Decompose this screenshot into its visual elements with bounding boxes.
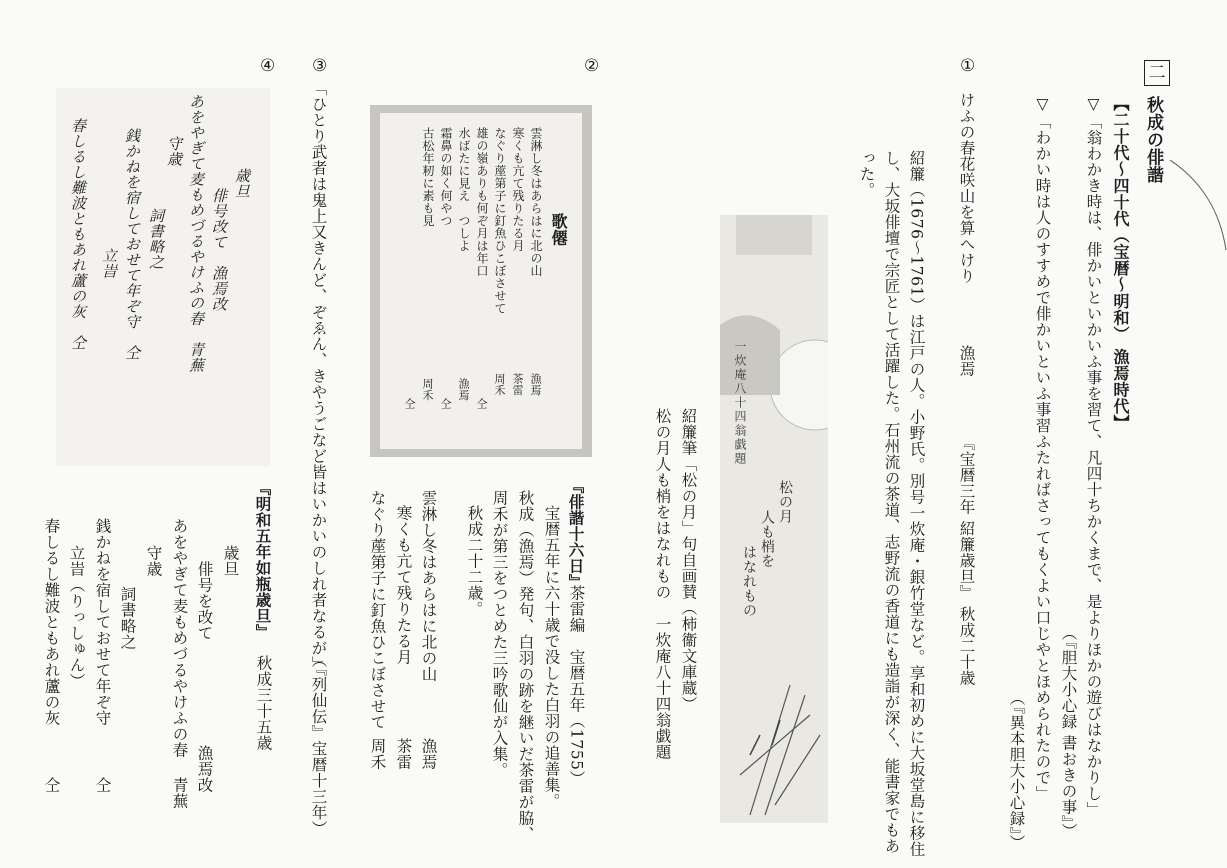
calligraphy-line-4: 守歳 bbox=[165, 136, 183, 167]
book-line-2: 寒くも亢て残りたる月 bbox=[511, 127, 525, 252]
item-3-number: ③ bbox=[312, 56, 328, 76]
item-2-poem-2: 寒くも亢て残りたる月 bbox=[394, 505, 413, 665]
item-4-line-1: 歳旦 bbox=[221, 545, 240, 577]
book-author-7: 周禾 bbox=[421, 378, 434, 401]
calligraphy-line-8: 春しるし難波ともあれ蘆の灰 仝 bbox=[69, 118, 87, 351]
book-line-5: 水ばたに見え つしよ bbox=[457, 127, 471, 252]
item-1-bio-line-3: った。 bbox=[857, 150, 876, 198]
item-2-number: ② bbox=[584, 56, 600, 76]
item-4-line-6-author: 仝 bbox=[93, 777, 112, 793]
item-2-poem-1-author: 漁焉 bbox=[419, 738, 438, 770]
item-2-body-2: 秋成（漁焉）発句、白羽の跡を継いだ茶雷が脇、 bbox=[516, 490, 535, 842]
item-1-verse: けふの春花咲山を算へけり bbox=[957, 92, 976, 284]
haikai-book-image bbox=[370, 105, 592, 457]
item-2-meta: 茶雷編 宝暦五年（1755） bbox=[567, 585, 586, 787]
item-4-line-2: 俳号を改て bbox=[195, 545, 214, 641]
book-line-3: なぐり蓙第子に釘魚ひこぼさせて bbox=[493, 127, 507, 315]
calligraphy-line-7: 立旹 bbox=[100, 248, 118, 279]
book-author-5: 漁焉 bbox=[457, 378, 470, 401]
item-2-poem-3-author: 周禾 bbox=[368, 738, 387, 770]
item-4-line-7: 立旹（りっしゅん） bbox=[67, 545, 86, 689]
item-2-poem-1: 雲淋し冬はあらはに北の山 bbox=[419, 490, 438, 682]
book-author-3: 周禾 bbox=[493, 373, 506, 396]
book-author-8: 仝 bbox=[403, 398, 416, 410]
calligraphy-line-3: あをやぎて麦もめづるやけふの春 青蕪 bbox=[187, 94, 205, 373]
quote-2: ▽「わかい時は人のすすめで俳かいといふ事習ふたればさってもくよい口じやとほめられたので」 bbox=[1033, 95, 1052, 802]
item-4-line-6: 銭かねを宿しておせて年ぞ守 bbox=[93, 518, 112, 726]
period-heading: 【二十代～四十代（宝暦～明和） 漁焉時代】 bbox=[1111, 95, 1130, 432]
book-author-4: 仝 bbox=[475, 398, 488, 410]
painting-inscription-4: はなれもの bbox=[741, 545, 757, 618]
book-line-1: 雲淋し冬はあらはに北の山 bbox=[529, 127, 543, 277]
kaishi-calligraphy-image bbox=[56, 88, 270, 466]
item-2-body-4: 秋成二十二歳。 bbox=[465, 505, 484, 617]
quote-1: ▽「翁わかき時は、俳かいといかいふ事を習て、凡四十ちかくまで、是よりほかの遊びはなかりし」 bbox=[1084, 95, 1103, 818]
item-2-poem-3: なぐり蓙第子に釘魚ひこぼさせて bbox=[368, 490, 387, 730]
book-page bbox=[380, 113, 582, 449]
painting-inscription-1: 一炊庵八十四翁戯題 bbox=[733, 340, 747, 466]
item-1-source: 『宝暦三年 紹簾歳旦』 秋成二十歳 bbox=[957, 435, 976, 686]
item-2-body-3: 周禾が第三をつとめた三吟歌仙が入集。 bbox=[490, 490, 509, 778]
item-4-title: 『明和五年如瓶歳旦』 bbox=[253, 480, 273, 640]
book-author-2: 茶雷 bbox=[511, 373, 524, 396]
painting-inscription-3: 人も梢を bbox=[759, 510, 775, 568]
item-1-bio-line-2: し、大坂俳壇で宗匠として活躍した。石州流の茶道、志野流の香道にも造詣が深く、能書家でもあ bbox=[882, 150, 901, 854]
item-4-line-3: あをやぎて麦もめづるやけふの春 bbox=[170, 518, 189, 758]
book-author-1: 漁焉 bbox=[529, 373, 542, 396]
item-1-bio-line-1: 紹簾（1676～1761）は江戸の人。小野氏。別号一炊庵・銀竹堂など。享和初めに大坂堂島に移住 bbox=[907, 150, 926, 857]
calligraphy-line-2: 俳号改て 漁焉改 bbox=[210, 188, 228, 312]
book-line-4: 雄の嶺ありも何ぞ月は年口 bbox=[475, 127, 489, 277]
book-line-7: 古松年籾に素も見 bbox=[421, 127, 435, 227]
painting-caption-2: 松の月人も梢をはなれもの 一炊庵八十四翁戯題 bbox=[653, 408, 672, 760]
item-2-body-1: 宝暦五年に六十歳で没した白羽の追善集。 bbox=[542, 505, 561, 809]
section-number-box: 二 bbox=[1144, 60, 1170, 86]
book-author-6: 仝 bbox=[439, 398, 452, 410]
painting-image bbox=[720, 215, 828, 823]
painting-inscription-2: 松の月 bbox=[777, 480, 793, 524]
item-4-line-8-author: 仝 bbox=[42, 777, 61, 793]
item-2-poem-2-author: 茶雷 bbox=[394, 738, 413, 770]
quote-2-source: （『異本胆大小心録』） bbox=[1007, 690, 1026, 851]
painting-caption-1: 紹簾筆「松の月」句自画賛（柿衞文庫蔵） bbox=[679, 408, 698, 712]
item-3-source: （『列仙伝』宝暦十三年） bbox=[309, 652, 328, 837]
item-4-line-2-author: 漁焉改 bbox=[195, 745, 214, 793]
item-2-title: 『俳諧十六日』 bbox=[566, 478, 586, 590]
item-4-age: 秋成三十五歳 bbox=[254, 655, 273, 751]
item-4-line-8: 春しるし難波ともあれ蘆の灰 bbox=[42, 518, 61, 726]
book-line-6: 霜鼻の如く何やつ bbox=[439, 127, 453, 227]
calligraphy-line-1: 歳旦 bbox=[233, 168, 251, 199]
item-4-line-4: 守歳 bbox=[144, 545, 163, 577]
item-4-line-3-author: 青蕪 bbox=[170, 777, 189, 809]
item-3-quote: 「ひとり武者は鬼上又きんど、ぞゑん、きやうごなど皆はいかいのしれ者なるが」 bbox=[309, 80, 328, 672]
item-1-number: ① bbox=[960, 56, 976, 76]
quote-1-source: （『胆大小心録 書おきの事』） bbox=[1059, 625, 1078, 839]
calligraphy-line-5: 詞書略之 bbox=[147, 208, 165, 270]
item-4-line-5: 詞書略之 bbox=[118, 570, 137, 650]
item-1-author: 漁焉 bbox=[957, 345, 976, 377]
book-heading: 歌僊 bbox=[549, 213, 568, 246]
section-title: 秋成の俳諧 bbox=[1143, 96, 1163, 184]
calligraphy-line-6: 銭かねを宿しておせて年ぞ守 仝 bbox=[123, 128, 141, 361]
margin-curve-decoration bbox=[1170, 160, 1227, 250]
item-4-number: ④ bbox=[260, 56, 276, 76]
